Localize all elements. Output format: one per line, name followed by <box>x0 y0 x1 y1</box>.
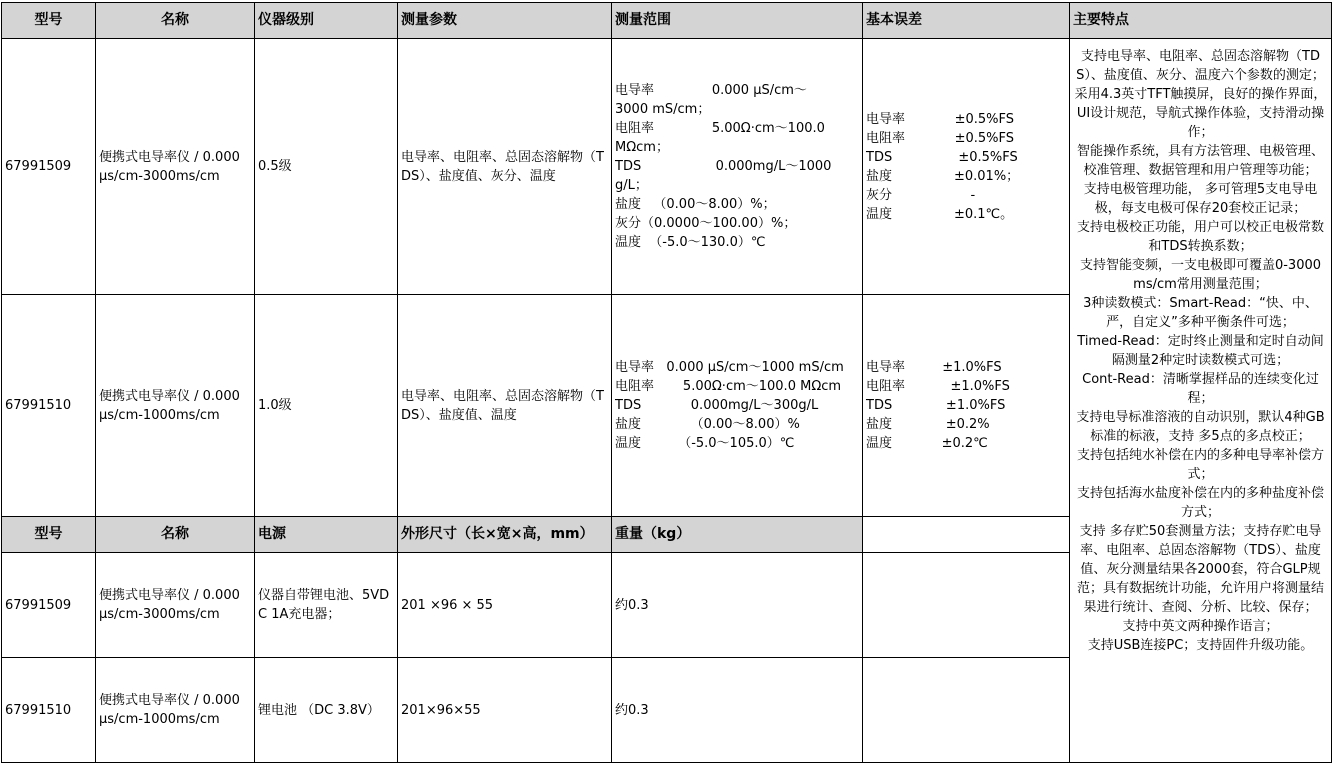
range-cell <box>612 295 863 517</box>
error-line: TDS ±1.0%FS <box>866 398 1006 413</box>
table-row <box>2 39 1332 295</box>
header2-power: 电源 <box>255 517 398 553</box>
model-cell: 67991510 <box>2 295 96 517</box>
feature-item: 支持包括海水盐度补偿在内的多种盐度补偿方式； <box>1076 486 1324 520</box>
feature-item: 支持电极校正功能，用户可以校正电极常数和TDS转换系数； <box>1076 220 1324 254</box>
features-cell <box>1070 39 1332 763</box>
range-line: 盐度 （0.00～8.00）%； <box>615 197 776 212</box>
range-line: 灰分（0.0000～100.00）%； <box>615 216 797 231</box>
header-features: 主要特点 <box>1070 3 1332 39</box>
weight-cell: 约0.3 <box>612 553 863 658</box>
range-line: 温度 （-5.0～130.0）℃ <box>615 235 766 250</box>
blank-cell <box>863 658 1070 763</box>
feature-item: 3种读数模式：Smart-Read：“快、中、严，自定义”多种平衡条件可选； <box>1083 296 1318 330</box>
blank-cell <box>863 553 1070 658</box>
error-line: 电导率 ±1.0%FS <box>866 360 1002 375</box>
feature-item: 支持电导率、电阻率、总固态溶解物（TDS）、盐度值、灰分、温度六个参数的测定； <box>1076 49 1325 83</box>
power-cell: 仪器自带锂电池、5VDC 1A充电器； <box>255 553 398 658</box>
range-line: g/L； <box>615 178 648 193</box>
feature-item: 支持电导标准溶液的自动识别，默认4种GB标准的标液，支持 多5点的多点校正； <box>1076 410 1325 444</box>
header-model: 型号 <box>2 3 96 39</box>
error-line: 电阻率 ±1.0%FS <box>866 379 1010 394</box>
error-cell <box>863 39 1070 295</box>
table-header-row <box>2 3 1332 39</box>
feature-item: Cont-Read：清晰掌握样品的连续变化过程； <box>1082 372 1319 406</box>
range-line: 温度 （-5.0～105.0）℃ <box>615 436 795 451</box>
feature-item: 智能操作系统，具有方法管理、电极管理、校准管理、数据管理和用户管理等功能； <box>1076 144 1324 178</box>
header-error: 基本误差 <box>863 3 1070 39</box>
params-cell: 电导率、电阻率、总固态溶解物（TDS）、盐度值、温度 <box>398 295 612 517</box>
model-cell: 67991510 <box>2 658 96 763</box>
feature-item: 支持包括纯水补偿在内的多种电导率补偿方式； <box>1076 448 1324 482</box>
range-line: TDS 0.000mg/L～1000 <box>615 159 832 174</box>
range-line: 电导率 0.000 μS/cm～1000 mS/cm <box>615 360 844 375</box>
blank-cell <box>863 517 1070 553</box>
feature-item: 采用4.3英寸TFT触摸屏，良好的操作界面， UI设计规范，导航式操作体验，支持滑动操作； <box>1074 87 1327 140</box>
error-cell <box>863 295 1070 517</box>
error-line: 温度 ±0.2℃ <box>866 436 988 451</box>
range-line: MΩcm； <box>615 140 669 155</box>
range-line: TDS 0.000mg/L～300g/L <box>615 398 819 413</box>
header-params: 测量参数 <box>398 3 612 39</box>
range-line: 电导率 0.000 μS/cm～ <box>615 83 807 98</box>
header2-name: 名称 <box>96 517 255 553</box>
range-line: 电阻率 5.00Ω·cm～100.0 MΩcm <box>615 379 842 394</box>
feature-item: 支持 多存贮50套测量方法；支持存贮电导率、电阻率、总固态溶解物（TDS）、盐度值、灰分测量结果各2000套，符合GLP规范；具有数据统计功能，允许用户将测量结果进行统计、查阅、分析、比较、保存； <box>1076 524 1324 615</box>
size-cell: 201 ×96 × 55 <box>398 553 612 658</box>
weight-cell: 约0.3 <box>612 658 863 763</box>
level-cell: 0.5级 <box>255 39 398 295</box>
header-level: 仪器级别 <box>255 3 398 39</box>
range-line: 电阻率 5.00Ω·cm～100.0 <box>615 121 825 136</box>
range-line: 3000 mS/cm； <box>615 102 711 117</box>
error-line: 灰分 - <box>866 187 976 203</box>
range-cell <box>612 39 863 295</box>
header-name: 名称 <box>96 3 255 39</box>
error-line: 电阻率 ±0.5%FS <box>866 130 1015 146</box>
name-cell: 便携式电导率仪 / 0.000 μs/cm-3000ms/cm <box>96 39 255 295</box>
level-cell: 1.0级 <box>255 295 398 517</box>
model-cell: 67991509 <box>2 553 96 658</box>
feature-item: Timed-Read：定时终止测量和定时自动间隔测量2种定时读数模式可选； <box>1077 334 1324 368</box>
feature-item: 支持中英文两种操作语言； <box>1122 619 1279 634</box>
feature-item: 支持USB连接PC；支持固件升级功能。 <box>1087 638 1314 653</box>
error-line: 温度 ±0.1℃。 <box>866 206 1014 222</box>
header-range: 测量范围 <box>612 3 863 39</box>
range-line: 盐度 （0.00～8.00）% <box>615 417 800 432</box>
error-line: 电导率 ±0.5%FS <box>866 111 1015 127</box>
error-line: 盐度 ±0.2% <box>866 417 990 432</box>
size-cell: 201×96×55 <box>398 658 612 763</box>
name-cell: 便携式电导率仪 / 0.000 μs/cm-1000ms/cm <box>96 658 255 763</box>
header2-model: 型号 <box>2 517 96 553</box>
feature-item: 支持电极管理功能， 多可管理5支电导电极，每支电极可保存20套校正记录； <box>1083 182 1318 216</box>
spec-table <box>1 2 1332 763</box>
header2-size: 外形尺寸（长×宽×高，mm） <box>398 517 612 553</box>
error-line: 盐度 ±0.01%； <box>866 168 1020 184</box>
header2-weight: 重量（kg） <box>612 517 863 553</box>
name-cell: 便携式电导率仪 / 0.000 μs/cm-1000ms/cm <box>96 295 255 517</box>
error-line: TDS ±0.5%FS <box>866 149 1018 165</box>
feature-item: 支持智能变频，一支电极即可覆盖0-3000 ms/cm常用测量范围； <box>1079 258 1322 292</box>
power-cell: 锂电池 （DC 3.8V） <box>255 658 398 763</box>
name-cell: 便携式电导率仪 / 0.000 μs/cm-3000ms/cm <box>96 553 255 658</box>
params-cell: 电导率、电阻率、总固态溶解物（TDS）、盐度值、灰分、温度 <box>398 39 612 295</box>
model-cell: 67991509 <box>2 39 96 295</box>
